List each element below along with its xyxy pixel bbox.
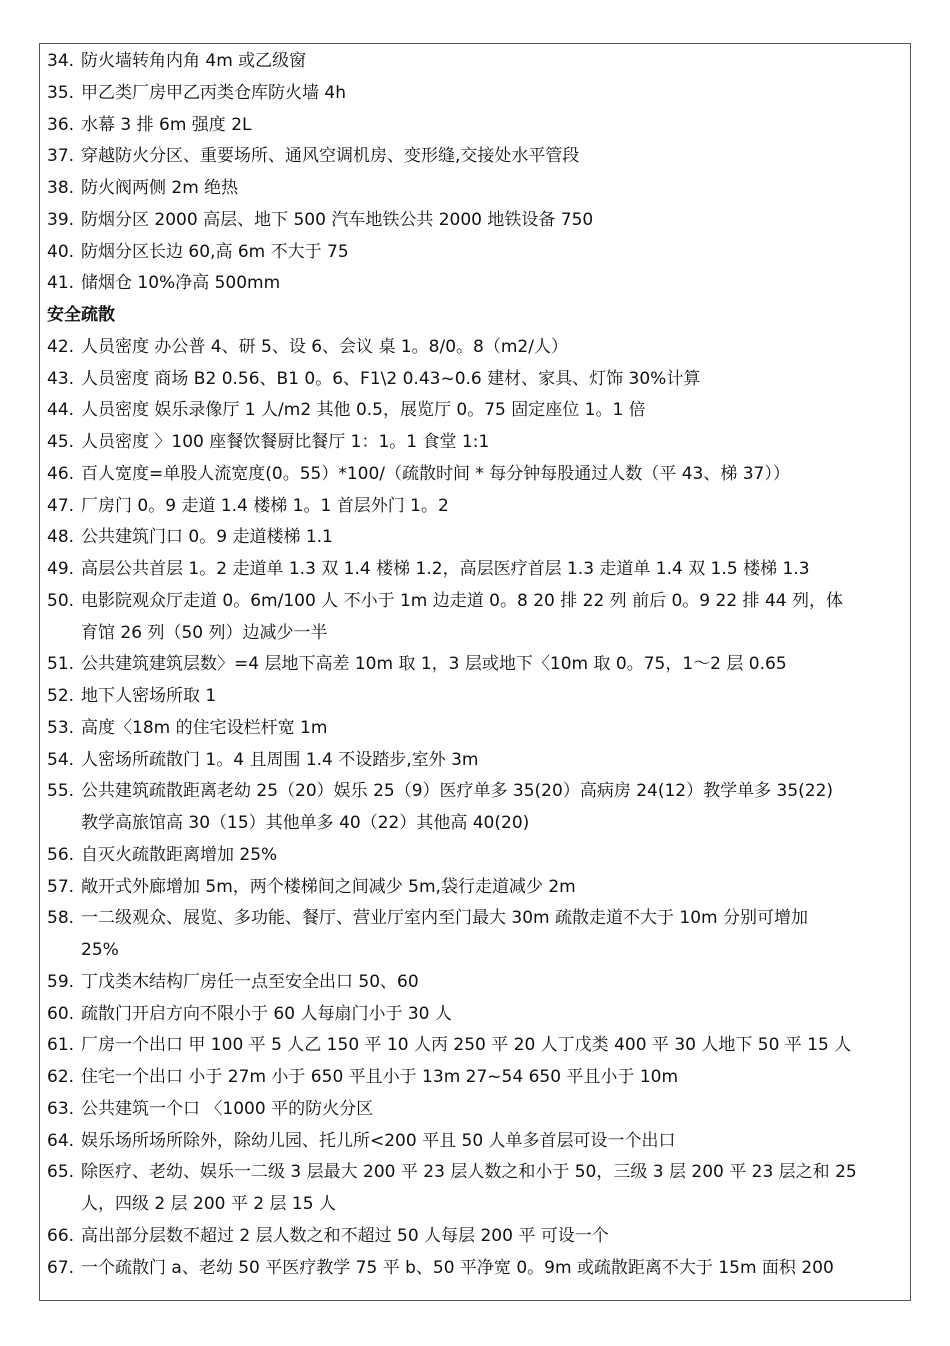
list-item bbox=[47, 427, 907, 459]
list-item-text: 疏散门开启方向不限小于 60 人每扇门小于 30 人 bbox=[81, 1003, 452, 1024]
list-item-text: 除医疗、老幼、娱乐一二级 3 层最大 200 平 23 层人数之和小于 50，三级 3 层 200 平 23 层之和 25 bbox=[81, 1162, 857, 1183]
list-item bbox=[47, 713, 907, 745]
list-item-continuation bbox=[47, 935, 907, 967]
list-item bbox=[47, 332, 907, 364]
list-item-text-continued: 育馆 26 列（50 列）边减少一半 bbox=[81, 622, 328, 643]
list-item-text: 自灭火疏散距离增加 25% bbox=[81, 844, 278, 865]
list-item-number: 46. bbox=[47, 463, 75, 484]
list-item bbox=[47, 586, 907, 618]
list-item bbox=[47, 78, 907, 110]
list-item-text: 人员密度 办公普 4、研 5、设 6、会议 桌 1。8/0。8（m2/人） bbox=[81, 336, 568, 357]
list-item-number: 56. bbox=[47, 844, 75, 865]
list-item-number: 59. bbox=[47, 971, 75, 992]
list-item bbox=[47, 1221, 907, 1253]
list-item bbox=[47, 268, 907, 300]
list-item-text: 高层公共首层 1。2 走道单 1.3 双 1.4 楼梯 1.2，高层医疗首层 1.3 走道单 1.4 双 1.5 楼梯 1.3 bbox=[81, 559, 810, 579]
list-item bbox=[47, 364, 907, 396]
list-item-text: 公共建筑门口 0。9 走道楼梯 1.1 bbox=[81, 527, 333, 548]
list-item-text: 公共建筑疏散距离老幼 25（20）娱乐 25（9）医疗单多 35(20）高病房 24(12）教学单多 35(22) bbox=[81, 781, 834, 802]
list-item-text: 电影院观众厅走道 0。6m/100 人 不小于 1m 边走道 0。8 20 排 22 列 前后 0。9 22 排 44 列，体 bbox=[81, 590, 843, 611]
list-item-text: 甲乙类厂房甲乙丙类仓库防火墙 4h bbox=[81, 82, 346, 103]
list-item-text: 防烟分区 2000 高层、地下 500 汽车地铁公共 2000 地铁设备 750 bbox=[81, 209, 594, 230]
list-item-number: 49. bbox=[47, 559, 75, 579]
list-item bbox=[47, 1157, 907, 1189]
list-item-text: 人密场所疏散门 1。4 且周围 1.4 不设踏步,室外 3m bbox=[81, 749, 479, 770]
list-item-text: 一个疏散门 a、老幼 50 平医疗教学 75 平 b、50 平净宽 0。9m 或疏散距离不大于 15m 面积 200 bbox=[81, 1257, 834, 1278]
list-item-number: 45. bbox=[47, 432, 75, 452]
list-item-text: 娱乐场所场所除外，除幼儿园、托儿所<200 平且 50 人单多首层可设一个出口 bbox=[81, 1130, 676, 1151]
list-item-number: 42. bbox=[47, 336, 75, 357]
list-item-number: 60. bbox=[47, 1003, 75, 1024]
list-item bbox=[47, 1094, 907, 1126]
list-item bbox=[47, 491, 907, 523]
list-item-number: 44. bbox=[47, 400, 75, 421]
list-item-number: 53. bbox=[47, 717, 75, 738]
list-item-text: 穿越防火分区、重要场所、通风空调机房、变形缝,交接处水平管段 bbox=[81, 146, 580, 167]
list-item-number: 36. bbox=[47, 114, 75, 135]
section-heading: 安全疏散 bbox=[47, 305, 115, 325]
list-item-number: 39. bbox=[47, 209, 75, 230]
list-item bbox=[47, 999, 907, 1031]
list-item bbox=[47, 903, 907, 935]
list-item bbox=[47, 1126, 907, 1158]
list-item bbox=[47, 459, 907, 491]
list-item-text: 公共建筑建筑层数〉=4 层地下高差 10m 取 1，3 层或地下〈10m 取 0。75，1～2 层 0.65 bbox=[81, 654, 787, 675]
document-body bbox=[47, 46, 907, 1284]
list-item bbox=[47, 776, 907, 808]
list-item-number: 35. bbox=[47, 82, 75, 103]
list-item-text: 百人宽度=单股人流宽度(0。55）*100/（疏散时间 * 每分钟每股通过人数（平 43、梯 37）） bbox=[81, 463, 790, 484]
list-item-text: 人员密度 商场 B2 0.56、B1 0。6、F1\2 0.43~0.6 建材、家具、灯饰 30%计算 bbox=[81, 368, 701, 389]
list-item-continuation bbox=[47, 1189, 907, 1221]
list-item-text: 敞开式外廊增加 5m，两个楼梯间之间减少 5m,袋行走道减少 2m bbox=[81, 876, 576, 897]
list-item bbox=[47, 967, 907, 999]
list-item-number: 48. bbox=[47, 527, 75, 548]
list-item bbox=[47, 46, 907, 78]
list-item bbox=[47, 1030, 907, 1062]
list-item-text-continued: 25% bbox=[81, 940, 119, 960]
list-item-text: 高出部分层数不超过 2 层人数之和不超过 50 人每层 200 平 可设一个 bbox=[81, 1225, 609, 1246]
list-item bbox=[47, 110, 907, 142]
list-item-number: 51. bbox=[47, 654, 75, 675]
list-item bbox=[47, 1253, 907, 1285]
list-item bbox=[47, 745, 907, 777]
list-item-text: 丁戊类木结构厂房任一点至安全出口 50、60 bbox=[81, 971, 419, 992]
list-item-text: 厂房门 0。9 走道 1.4 楼梯 1。1 首层外门 1。2 bbox=[81, 495, 449, 516]
list-item-number: 54. bbox=[47, 749, 75, 770]
list-item-number: 37. bbox=[47, 146, 75, 167]
list-item-text: 厂房一个出口 甲 100 平 5 人乙 150 平 10 人丙 250 平 20 人丁戊类 400 平 30 人地下 50 平 15 人 bbox=[81, 1035, 852, 1056]
list-item-text: 住宅一个出口 小于 27m 小于 650 平且小于 13m 27~54 650 平且小于 10m bbox=[81, 1067, 679, 1087]
list-item-text: 防烟分区长边 60,高 6m 不大于 75 bbox=[81, 241, 349, 262]
list-item-text-continued: 教学高旅馆高 30（15）其他单多 40（22）其他高 40(20) bbox=[81, 813, 530, 833]
list-item-text: 水幕 3 排 6m 强度 2L bbox=[81, 114, 252, 135]
list-item-number: 64. bbox=[47, 1130, 75, 1151]
list-item bbox=[47, 1062, 907, 1094]
list-item bbox=[47, 872, 907, 904]
list-item-text: 防火阀两侧 2m 绝热 bbox=[81, 178, 239, 198]
list-item-text: 防火墙转角内角 4m 或乙级窗 bbox=[81, 51, 307, 71]
list-item-number: 57. bbox=[47, 876, 75, 897]
list-item-number: 47. bbox=[47, 495, 75, 516]
list-item-text: 地下人密场所取 1 bbox=[81, 686, 217, 706]
list-item-number: 50. bbox=[47, 590, 75, 611]
list-item bbox=[47, 395, 907, 427]
list-item bbox=[47, 205, 907, 237]
list-item-number: 63. bbox=[47, 1098, 75, 1119]
list-item-text: 高度〈18m 的住宅设栏杆宽 1m bbox=[81, 717, 328, 738]
list-item-number: 43. bbox=[47, 368, 75, 389]
list-item-number: 67. bbox=[47, 1257, 75, 1278]
list-item-number: 38. bbox=[47, 178, 75, 198]
list-item-text: 储烟仓 10%净高 500mm bbox=[81, 273, 281, 294]
list-item bbox=[47, 649, 907, 681]
list-item-number: 65. bbox=[47, 1162, 75, 1183]
list-item bbox=[47, 840, 907, 872]
list-item bbox=[47, 522, 907, 554]
list-item-continuation bbox=[47, 618, 907, 650]
list-item-number: 52. bbox=[47, 686, 75, 706]
list-item-text: 公共建筑一个口 〈1000 平的防火分区 bbox=[81, 1098, 374, 1119]
list-item-number: 41. bbox=[47, 273, 75, 294]
list-item-text: 人员密度 娱乐录像厅 1 人/m2 其他 0.5，展览厅 0。75 固定座位 1。1 倍 bbox=[81, 400, 646, 421]
list-item bbox=[47, 237, 907, 269]
list-item-number: 40. bbox=[47, 241, 75, 262]
list-item-text: 人员密度 〉100 座餐饮餐厨比餐厅 1：1。1 食堂 1:1 bbox=[81, 432, 490, 452]
list-item-number: 62. bbox=[47, 1067, 75, 1087]
list-item-number: 61. bbox=[47, 1035, 75, 1056]
list-item bbox=[47, 681, 907, 713]
list-item-number: 55. bbox=[47, 781, 75, 802]
list-item-number: 66. bbox=[47, 1225, 75, 1246]
list-item-number: 58. bbox=[47, 908, 75, 929]
list-item-continuation bbox=[47, 808, 907, 840]
list-item-text-continued: 人，四级 2 层 200 平 2 层 15 人 bbox=[81, 1194, 336, 1214]
list-item bbox=[47, 141, 907, 173]
list-item-text: 一二级观众、展览、多功能、餐厅、营业厅室内至门最大 30m 疏散走道不大于 10m 分别可增加 bbox=[81, 908, 808, 929]
list-item bbox=[47, 554, 907, 586]
list-item-number: 34. bbox=[47, 51, 75, 71]
list-item bbox=[47, 173, 907, 205]
